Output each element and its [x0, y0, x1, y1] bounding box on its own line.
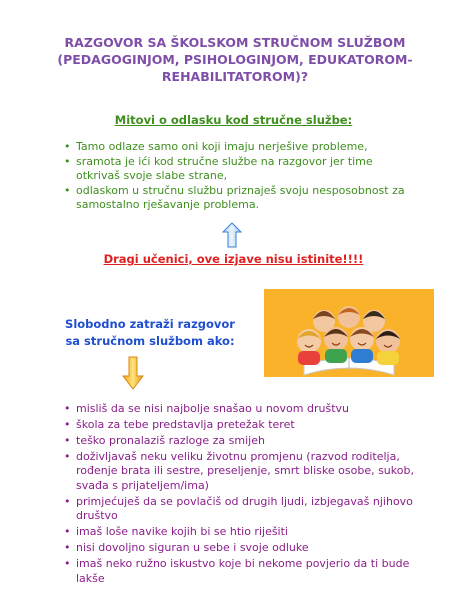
prompt-text: [50, 316, 250, 350]
list-item: [64, 495, 424, 524]
bullet-icon: •: [64, 541, 71, 555]
prompt-line-1: Slobodno zatraži razgovor: [65, 317, 235, 331]
myths-list: [64, 140, 414, 213]
children-illustration-icon: [264, 289, 434, 377]
title-line-2: (PEDAGOGINJOM, PSIHOLOGINJOM, EDUKATOROM-: [57, 52, 413, 67]
list-item: [64, 402, 424, 417]
bullet-icon: •: [64, 525, 71, 539]
list-item: [64, 525, 424, 540]
list-item: [64, 434, 424, 449]
list-item: [64, 155, 414, 184]
prompt-line-2: sa stručnom službom ako:: [65, 334, 235, 348]
list-item: [64, 184, 414, 213]
list-item-text: misliš da se nisi najbolje snašao u novom društvu: [76, 402, 349, 415]
list-item-text: doživljavaš neku veliku životnu promjenu (razvod roditelja, rođenje brata ili sestre, preseljenje, smrt bliske osobe, sukob, svađa s prijateljem/ima): [76, 449, 414, 492]
title-line-3: REHABILITATOROM)?: [161, 69, 309, 84]
bullet-icon: •: [64, 433, 71, 447]
list-item-text: teško pronalaziš razloge za smijeh: [76, 433, 265, 447]
reading-children-illustration: [264, 289, 434, 377]
list-item-text: imaš neko ružno iskustvo koje bi nekome povjerio da ti bude lakše: [76, 557, 410, 585]
bullet-icon: •: [64, 557, 71, 571]
bullet-icon: •: [64, 183, 71, 197]
list-item: [64, 450, 424, 494]
bullet-icon: •: [64, 154, 71, 168]
list-item-text: škola za tebe predstavlja pretežak teret: [76, 417, 295, 431]
list-item: [64, 418, 424, 433]
myths-heading: Mitovi o odlasku kod stručne službe:: [114, 113, 353, 127]
list-item: [64, 140, 414, 155]
list-item-text: primjećuješ da se povlačiš od drugih ljudi, izbjegavaš njihovo društvo: [76, 494, 413, 523]
bullet-icon: •: [64, 417, 71, 431]
down-arrow-icon: [122, 356, 144, 390]
list-item: [64, 557, 424, 586]
bullet-icon: •: [64, 140, 71, 153]
list-item: [64, 541, 424, 556]
bullet-icon: •: [64, 449, 71, 463]
list-item-text: odlaskom u stručnu službu priznaješ svoju nesposobnost za samostalno rješavanje problema.: [76, 183, 405, 212]
reasons-list: [64, 402, 424, 588]
up-arrow-icon: [222, 222, 242, 248]
list-item-text: Tamo odlaze samo oni koji imaju nerješive probleme,: [76, 140, 368, 153]
page-title: [40, 34, 430, 85]
list-item-text: nisi dovoljno siguran u sebe i svoje odluke: [76, 541, 309, 555]
list-item-text: imaš loše navike kojih bi se htio riješiti: [76, 525, 288, 539]
bullet-icon: •: [64, 494, 71, 508]
warning-text: Dragi učenici, ove izjave nisu istinite!!!!: [103, 252, 364, 266]
title-line-1: RAZGOVOR SA ŠKOLSKOM STRUČNOM SLUŽBOM: [64, 35, 406, 50]
bullet-icon: •: [64, 402, 71, 415]
list-item-text: sramota je ići kod stručne službe na razgovor jer time otkrivaš svoje slabe strane,: [76, 154, 373, 183]
